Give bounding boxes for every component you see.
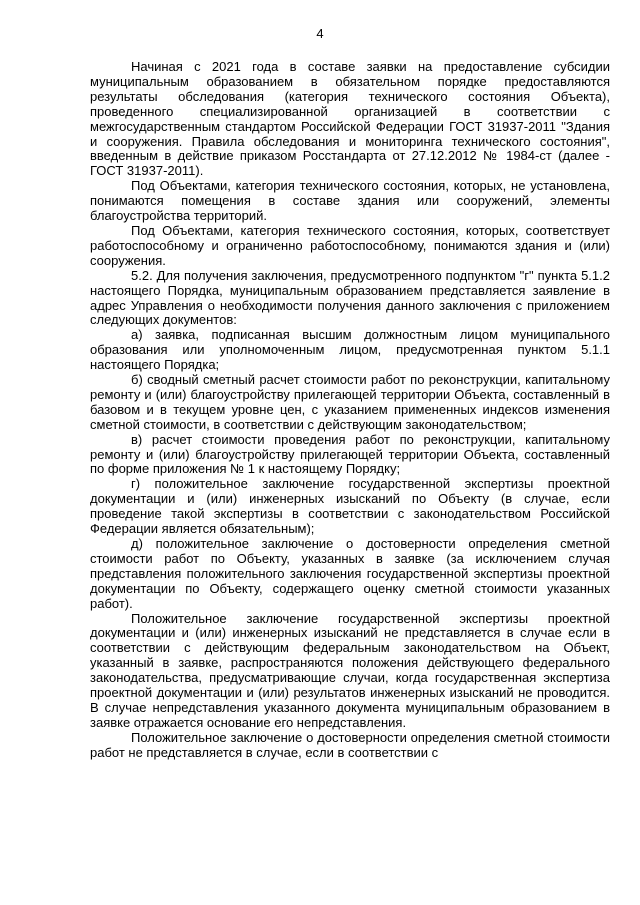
paragraph-cost-reliability-exception: Положительное заключение о достоверности определения сметной стоимости работ не представляется в случае, если в соответствии с	[90, 729, 610, 760]
list-item-b: б) сводный сметный расчет стоимости работ по реконструкции, капитальному ремонту и (или) благоустройству прилегающей территории Объекта, составленный в базовом и в текущем уровне цен, с указанием примененных индексов изменения сметной стоимости, в соответствии с действующим законодательством;	[90, 372, 610, 432]
list-item-d: д) положительное заключение о достоверности определения сметной стоимости работ по Объекту, указанных в заявке (за исключением случая представления положительного заключения государственной экспертизы проектной документации по Объекту, содержащего оценку сметной стоимости указанных работ).	[90, 536, 610, 611]
paragraph-objects-workable-category: Под Объектами, категория технического состояния, которых, соответствует работоспособному и ограниченно работоспособному, понимаются здания и (или) сооружения.	[90, 222, 610, 268]
document-body	[90, 60, 610, 761]
list-item-a: а) заявка, подписанная высшим должностным лицом муниципального образования или уполномоченным лицом, предусмотренная пунктом 5.1.1 настоящего Порядка;	[90, 327, 610, 373]
page-number: 4	[316, 26, 324, 41]
list-item-v: в) расчет стоимости проведения работ по реконструкции, капитальному ремонту и (или) благоустройству прилегающей территории Объекта, составленный по форме приложения № 1 к настоящему Порядку;	[90, 431, 610, 477]
paragraph-subsidy-application: Начиная с 2021 года в составе заявки на предоставление субсидии муниципальным образованием в обязательном порядке предоставляются результаты обследования (категория технического состояния Объекта), проведенного специализированной организацией в соответствии с межгосударственным стандартом Российской Федерации ГОСТ 31937-2011 "Здания и сооружения. Правила обследования и мониторинга технического состояния", введенным в действие приказом Росстандарта от 27.12.2012 № 1984-ст (далее - ГОСТ 31937-2011).	[90, 59, 610, 179]
paragraph-clause-5-2: 5.2. Для получения заключения, предусмотренного подпунктом "г" пункта 5.1.2 настоящего Порядка, муниципальным образованием представляется заявление в адрес Управления о необходимости получения данного заключения с приложением следующих документов:	[90, 267, 610, 328]
list-item-g: г) положительное заключение государственной экспертизы проектной документации и (или) инженерных изысканий по Объекту (в случае, если проведение такой экспертизы в соответствии с законодательством Российской Федерации является обязательным);	[90, 476, 610, 537]
paragraph-expertise-not-required: Положительное заключение государственной экспертизы проектной документации и (или) инженерных изысканий не представляется в случае если в соответствии с действующим федеральным законодательством на Объект, указанный в заявке, распространяются положения действующего федерального законодательства, предусматривающие случаи, когда государственная экспертиза проектной документации и (или) результатов инженерных изысканий не проводится. В случае непредставления указанного документа муниципальным образованием в заявке отражается основание его непредставления.	[90, 610, 610, 730]
paragraph-objects-undefined-category: Под Объектами, категория технического состояния, которых, не установлена, понимаются помещения в составе здания или сооружений, элементы благоустройства территорий.	[90, 178, 610, 224]
